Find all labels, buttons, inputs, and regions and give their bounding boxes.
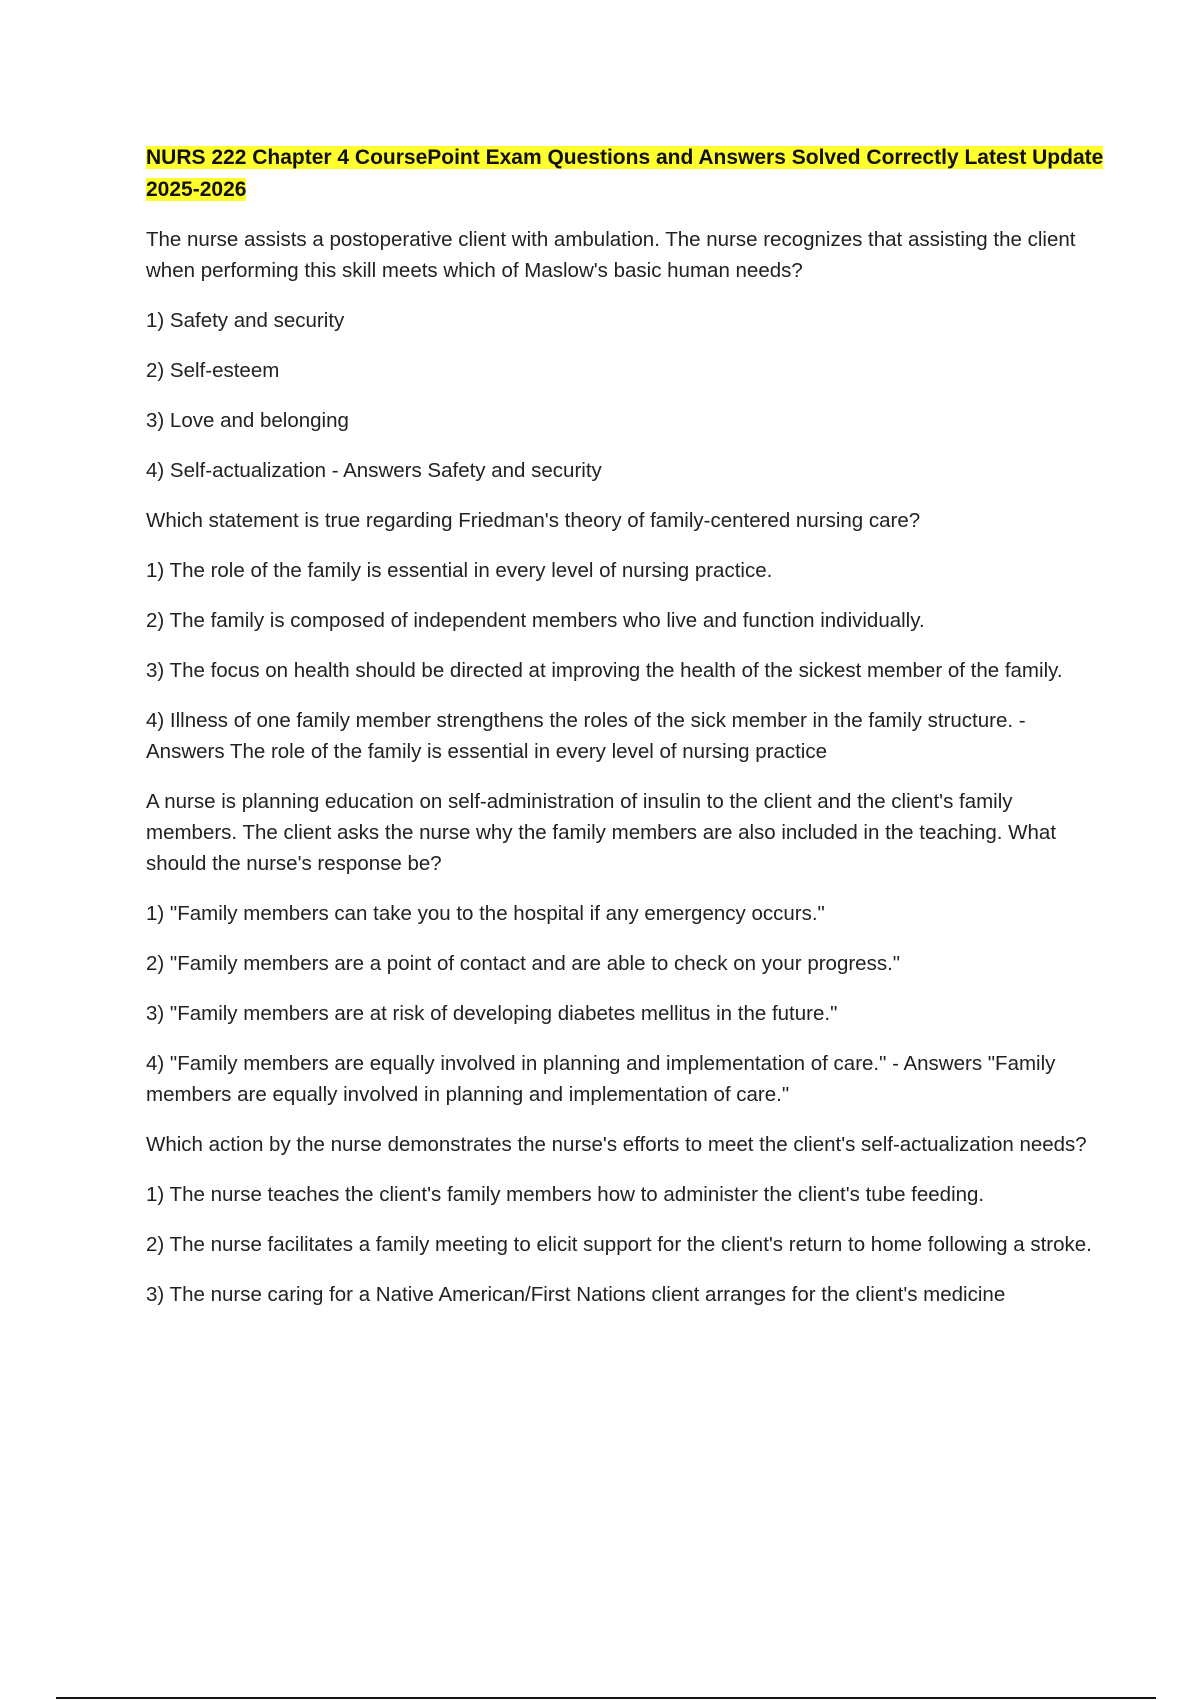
question-4-option-1: 1) The nurse teaches the client's family members how to administer the client's tube feeding.: [146, 1183, 985, 1206]
question-3-option-3: 3) "Family members are at risk of developing diabetes mellitus in the future.": [146, 1002, 838, 1025]
question-3-stem: A nurse is planning education on self-administration of insulin to the client and the client's family members. The client asks the nurse why the family members are also included in the teaching. What should the nurse's response be?: [146, 790, 1057, 875]
question-3-option-2: 2) "Family members are a point of contact and are able to check on your progress.": [146, 952, 901, 975]
question-2-option-2: 2) The family is composed of independent members who live and function individually.: [146, 609, 925, 632]
question-1-option-1: 1) Safety and security: [146, 309, 345, 332]
document-body: [146, 142, 1106, 1329]
question-4-option-2: 2) The nurse facilitates a family meeting to elicit support for the client's return to home following a stroke.: [146, 1233, 1092, 1256]
question-3-option-1: 1) "Family members can take you to the hospital if any emergency occurs.": [146, 902, 825, 925]
question-2-option-3: 3) The focus on health should be directed at improving the health of the sickest member of the family.: [146, 659, 1063, 682]
question-2-option-1: 1) The role of the family is essential in every level of nursing practice.: [146, 559, 773, 582]
question-2-option-4-answer: 4) Illness of one family member strengthens the roles of the sick member in the family structure. - Answers The role of the family is essential in every level of nursing practice: [146, 709, 1026, 763]
highlighted-title-text: NURS 222 Chapter 4 CoursePoint Exam Questions and Answers Solved Correctly Latest Update 2025-2026: [146, 146, 1104, 201]
document-title: [146, 142, 1106, 206]
question-4-stem: Which action by the nurse demonstrates the nurse's efforts to meet the client's self-actualization needs?: [146, 1133, 1087, 1156]
question-1-option-4-answer: 4) Self-actualization - Answers Safety and security: [146, 459, 602, 482]
question-1-stem: The nurse assists a postoperative client with ambulation. The nurse recognizes that assisting the client when performing this skill meets which of Maslow's basic human needs?: [146, 228, 1076, 282]
question-2-stem: Which statement is true regarding Friedman's theory of family-centered nursing care?: [146, 509, 921, 532]
question-4-option-3: 3) The nurse caring for a Native American/First Nations client arranges for the client's medicine: [146, 1283, 1006, 1306]
question-1-option-3: 3) Love and belonging: [146, 409, 349, 432]
question-1-option-2: 2) Self-esteem: [146, 359, 280, 382]
footer-divider: [56, 1697, 1156, 1699]
question-3-option-4-answer: 4) "Family members are equally involved in planning and implementation of care." - Answers "Family members are equally involved in planning and implementation of care.": [146, 1052, 1056, 1106]
